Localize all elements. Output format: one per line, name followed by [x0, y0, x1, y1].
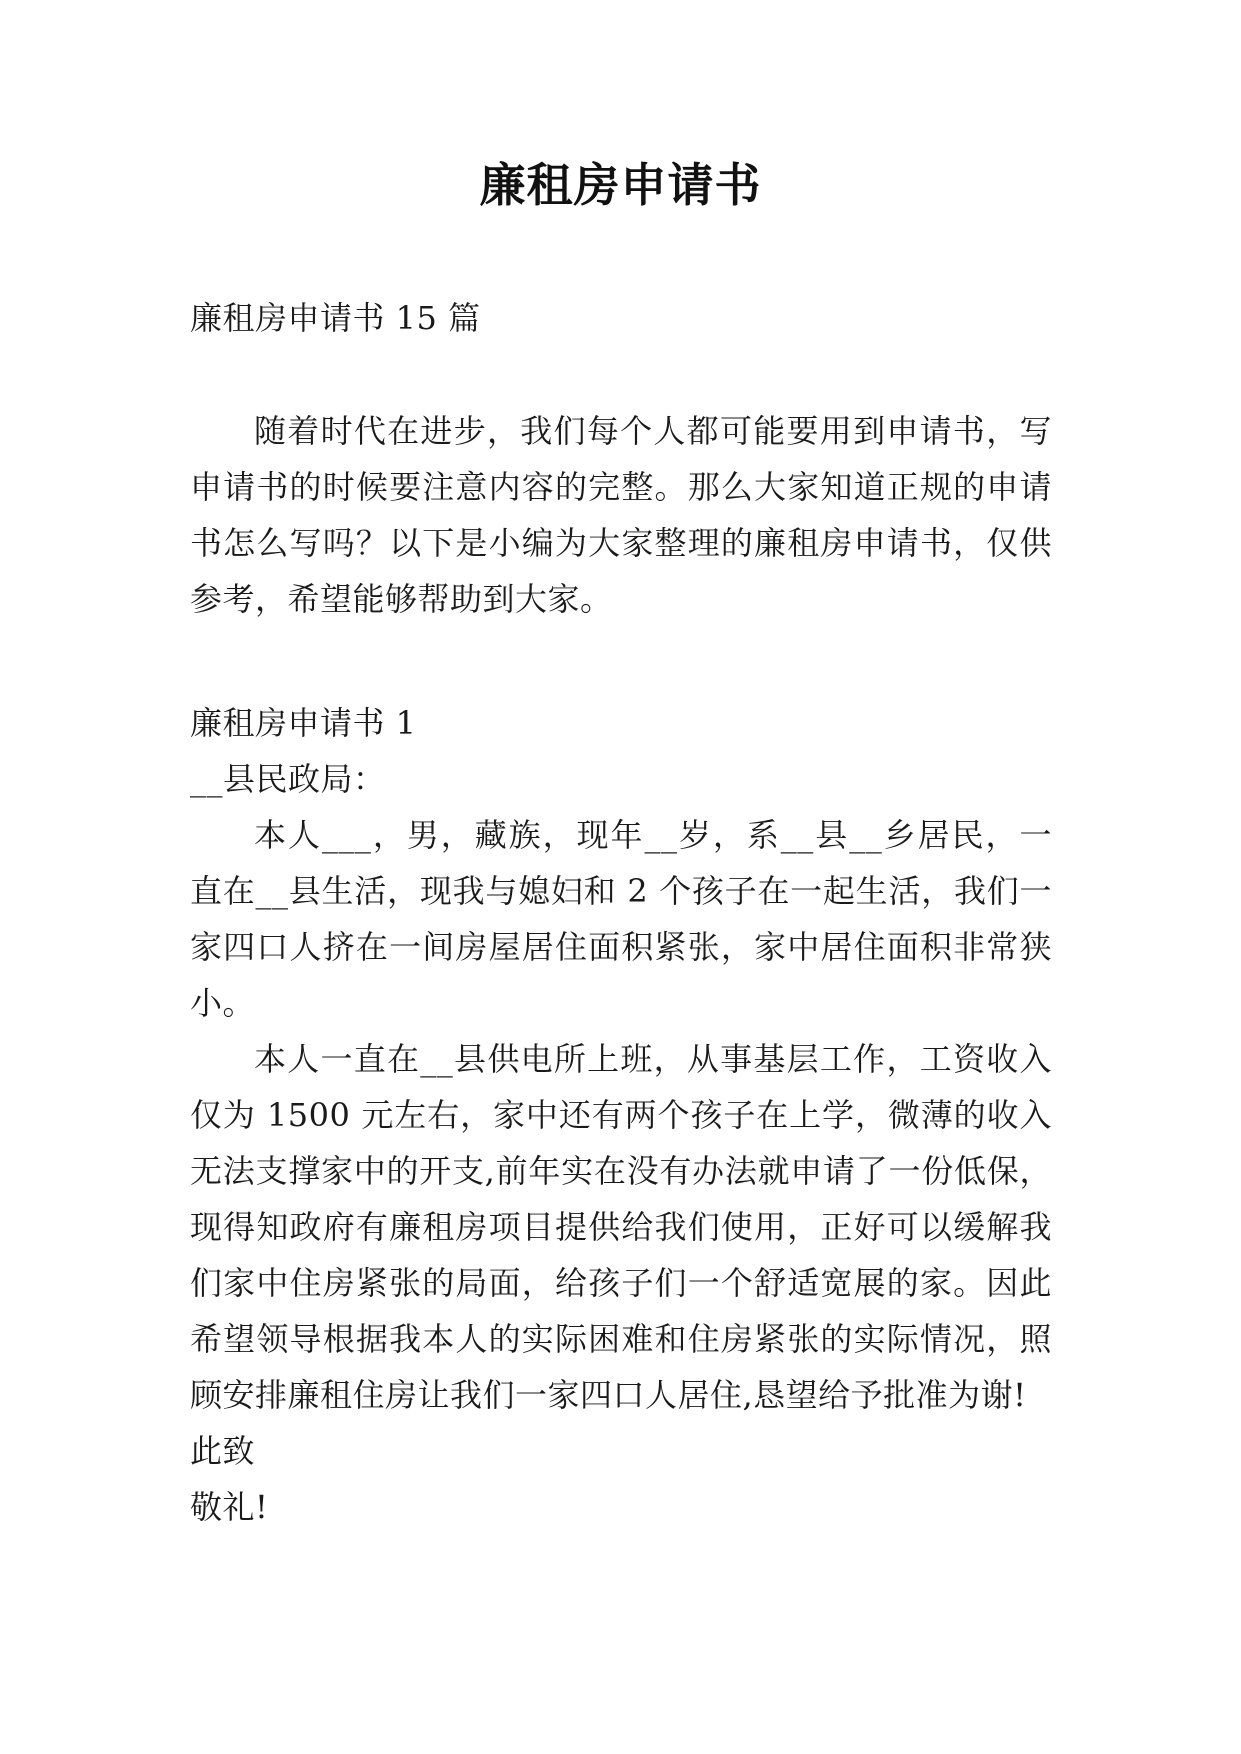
closing-salutation: 此致: [190, 1432, 256, 1470]
closing-regards: 敬礼!: [190, 1488, 269, 1526]
subtitle-text: 廉租房申请书 15 篇: [190, 299, 481, 337]
letter-paragraph-2: 本人一直在__县供电所上班，从事基层工作，工资收入仅为 1500 元左右，家中还有两个孩子在上学，微薄的收入无法支撑家中的开支,前年实在没有办法就申请了一份低保，现得知政府有廉租房项目提供给我们使用，正好可以缓解我们家中住房紧张的局面，给孩子们一个舒适宽展的家。因此希望领导根据我本人的实际困难和住房紧张的实际情况，照顾安排廉租住房让我们一家四口人居住,恳望给予批准为谢!: [190, 1040, 1052, 1414]
section-heading: 廉租房申请书 1: [190, 704, 417, 742]
intro-block: [190, 403, 1052, 627]
document-title: 廉租房申请书: [479, 158, 762, 212]
letter-paragraph-1: 本人___，男，藏族，现年__岁，系__县__乡居民，一直在__县生活，现我与媳妇和 2 个孩子在一起生活，我们一家四口人挤在一间房屋居住面积紧张，家中居住面积非常狭小。: [190, 816, 1052, 1022]
letter-section: [190, 695, 1052, 1535]
addressee: __县民政局：: [190, 760, 386, 798]
intro-paragraph: 随着时代在进步，我们每个人都可能要用到申请书，写申请书的时候要注意内容的完整。那么大家知道正规的申请书怎么写吗？以下是小编为大家整理的廉租房申请书，仅供参考，希望能够帮助到大家。: [190, 412, 1052, 618]
document-subtitle: [190, 290, 1052, 346]
